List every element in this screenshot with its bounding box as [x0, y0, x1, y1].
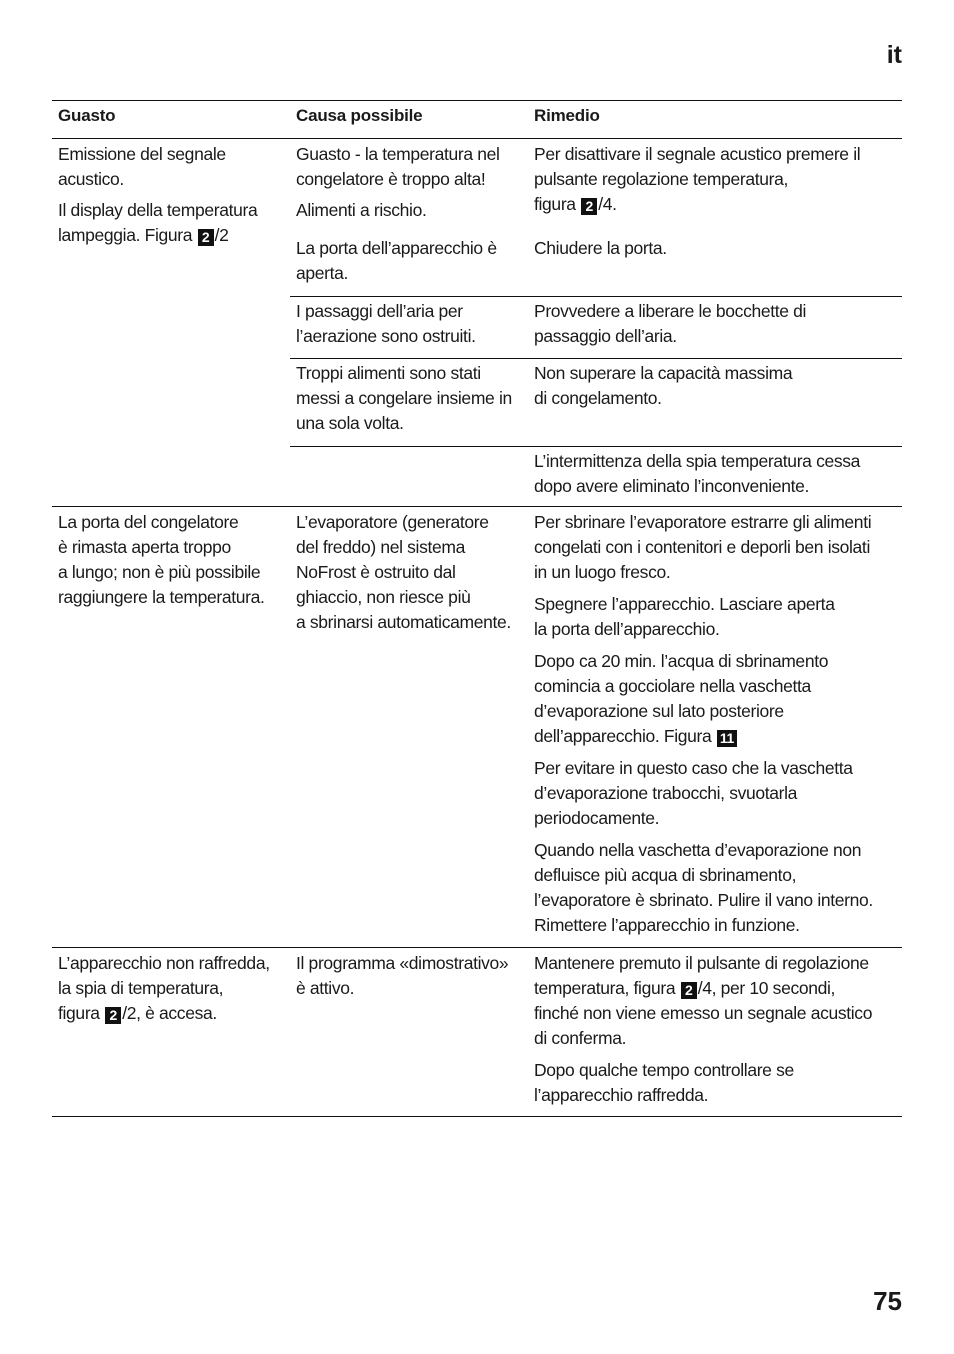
remedy-text: Non superare la capacità massima	[534, 363, 793, 383]
fault-text: lampeggia. Figura 2 /2	[58, 225, 229, 245]
remedy-text: Per sbrinare l’evaporatore estrarre gli alimenti	[534, 512, 872, 532]
cause-text: Guasto - la temperatura nel	[296, 144, 500, 164]
figure-ref-badge: 11	[717, 730, 737, 747]
header-causa: Causa possibile	[296, 106, 423, 125]
cause-text: La porta dell’apparecchio è	[296, 238, 497, 258]
fault-text: è rimasta aperta troppo	[58, 537, 231, 557]
table-row	[52, 947, 902, 1117]
remedy-text: Provvedere a liberare le bocchette di	[534, 301, 807, 321]
remedy-text: Quando nella vaschetta d’evaporazione non	[534, 840, 862, 860]
figure-ref-badge: 2	[581, 198, 597, 215]
fault-text: L’apparecchio non raffredda,	[58, 953, 270, 973]
figure-ref-badge: 2	[681, 982, 697, 999]
cause-text: a sbrinarsi automaticamente.	[296, 612, 511, 632]
remedy-text: figura 2 /4.	[534, 194, 617, 214]
cause-text: l’aerazione sono ostruiti.	[296, 326, 476, 346]
remedy-text: L’intermittenza della spia temperatura cessa	[534, 451, 861, 471]
fault-text: figura 2 /2, è accesa.	[58, 1003, 217, 1023]
remedy-text: Chiudere la porta.	[534, 238, 667, 258]
remedy-text: periodocamente.	[534, 808, 660, 828]
table-header-row	[52, 100, 902, 138]
cause-text: una sola volta.	[296, 413, 404, 433]
cause-text: del freddo) nel sistema	[296, 537, 465, 557]
remedy-text: defluisce più acqua di sbrinamento,	[534, 865, 797, 885]
cause-text: è attivo.	[296, 978, 355, 998]
sub-row-divider	[290, 296, 902, 297]
remedy-text: l’apparecchio raffredda.	[534, 1085, 709, 1105]
page-number: 75	[873, 1286, 902, 1316]
remedy-text: Rimettere l’apparecchio in funzione.	[534, 915, 800, 935]
fault-text: acustico.	[58, 169, 124, 189]
remedy-text: in un luogo fresco.	[534, 562, 671, 582]
table-row	[52, 506, 902, 947]
cause-text: Troppi alimenti sono stati	[296, 363, 481, 383]
remedy-text: finché non viene emesso un segnale acustico	[534, 1003, 873, 1023]
fault-text: raggiungere la temperatura.	[58, 587, 265, 607]
remedy-text: di conferma.	[534, 1028, 627, 1048]
fault-text: la spia di temperatura,	[58, 978, 224, 998]
remedy-text: Dopo qualche tempo controllare se	[534, 1060, 794, 1080]
remedy-text: di congelamento.	[534, 388, 662, 408]
remedy-text: Per disattivare il segnale acustico premere il	[534, 144, 861, 164]
remedy-text: l’evaporatore è sbrinato. Pulire il vano interno.	[534, 890, 873, 910]
header-rimedio: Rimedio	[534, 106, 600, 125]
cause-text: aperta.	[296, 263, 349, 283]
troubleshooting-table	[52, 100, 902, 1117]
remedy-text: Dopo ca 20 min. l’acqua di sbrinamento	[534, 651, 829, 671]
sub-row-divider	[290, 358, 902, 359]
figure-ref-badge: 2	[198, 229, 214, 246]
cause-text: Il programma «dimostrativo»	[296, 953, 509, 973]
cause-text: ghiaccio, non riesce più	[296, 587, 471, 607]
fault-text: Il display della temperatura	[58, 200, 258, 220]
cause-text: messi a congelare insieme in	[296, 388, 512, 408]
remedy-text: comincia a gocciolare nella vaschetta	[534, 676, 811, 696]
remedy-text: d’evaporazione sul lato posteriore	[534, 701, 784, 721]
remedy-text: Per evitare in questo caso che la vaschetta	[534, 758, 853, 778]
remedy-text: Mantenere premuto il pulsante di regolazione	[534, 953, 869, 973]
cause-text: I passaggi dell’aria per	[296, 301, 463, 321]
cause-text: Alimenti a rischio.	[296, 200, 427, 220]
fault-text: Emissione del segnale	[58, 144, 226, 164]
remedy-text: pulsante regolazione temperatura,	[534, 169, 789, 189]
language-marker: it	[886, 41, 902, 69]
cause-text: L’evaporatore (generatore	[296, 512, 489, 532]
remedy-text: congelati con i contenitori e deporli ben isolati	[534, 537, 870, 557]
remedy-text: temperatura, figura 2 /4, per 10 secondi,	[534, 978, 836, 998]
sub-row-divider	[290, 446, 902, 447]
remedy-text: Spegnere l’apparecchio. Lasciare aperta	[534, 594, 835, 614]
remedy-text: d’evaporazione trabocchi, svuotarla	[534, 783, 798, 803]
remedy-text: la porta dell’apparecchio.	[534, 619, 720, 639]
fault-text: a lungo; non è più possibile	[58, 562, 261, 582]
cause-text: NoFrost è ostruito dal	[296, 562, 456, 582]
remedy-text: dell’apparecchio. Figura 11	[534, 724, 738, 749]
table-row	[52, 138, 902, 506]
header-guasto: Guasto	[58, 106, 116, 125]
cause-text: congelatore è troppo alta!	[296, 169, 486, 189]
fault-text: La porta del congelatore	[58, 512, 239, 532]
figure-ref-badge: 2	[105, 1007, 121, 1024]
remedy-text: passaggio dell’aria.	[534, 326, 677, 346]
remedy-text: dopo avere eliminato l’inconveniente.	[534, 476, 810, 496]
